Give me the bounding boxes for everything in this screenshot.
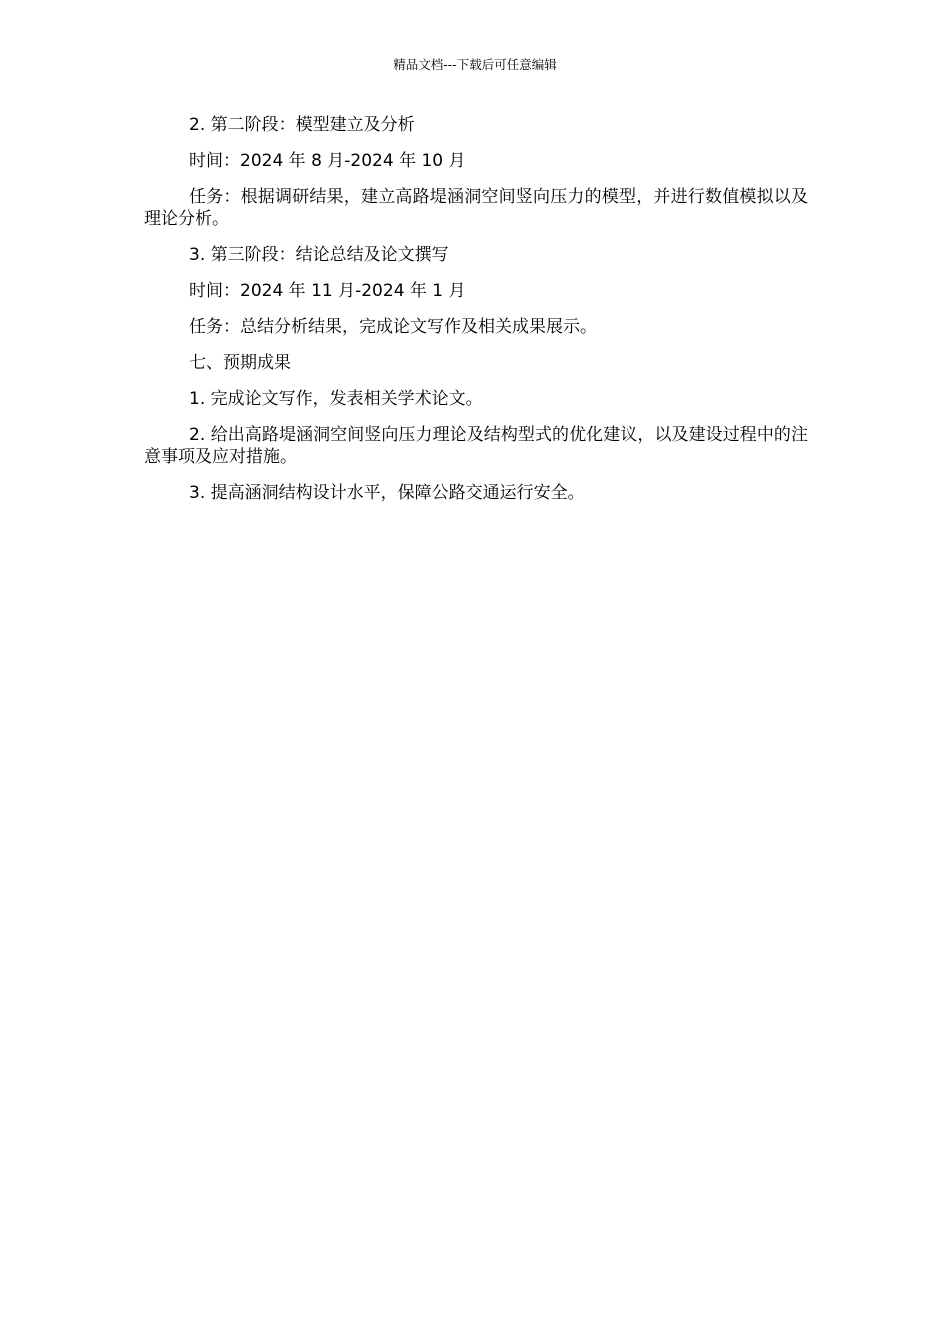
stage-three-time: 时间：2024 年 11 月-2024 年 1 月 xyxy=(189,281,466,301)
expected-result-3: 3. 提高涵洞结构设计水平，保障公路交通运行安全。 xyxy=(189,483,585,503)
stage-two-heading: 2. 第二阶段：模型建立及分析 xyxy=(189,115,415,135)
expected-result-1: 1. 完成论文写作，发表相关学术论文。 xyxy=(189,389,483,409)
document-body xyxy=(144,114,808,504)
page-header: 精品文档---下载后可任意编辑 xyxy=(393,57,557,72)
stage-three-heading: 3. 第三阶段：结论总结及论文撰写 xyxy=(189,245,449,265)
stage-two-time: 时间：2024 年 8 月-2024 年 10 月 xyxy=(189,151,466,171)
stage-three-task: 任务：总结分析结果，完成论文写作及相关成果展示。 xyxy=(189,317,597,337)
expected-result-2: 2. 给出高路堤涵洞空间竖向压力理论及结构型式的优化建议，以及建设过程中的注意事项及应对措施。 xyxy=(144,425,808,467)
stage-two-task: 任务：根据调研结果，建立高路堤涵洞空间竖向压力的模型，并进行数值模拟以及理论分析。 xyxy=(144,187,808,229)
expected-results-heading: 七、预期成果 xyxy=(189,353,291,373)
